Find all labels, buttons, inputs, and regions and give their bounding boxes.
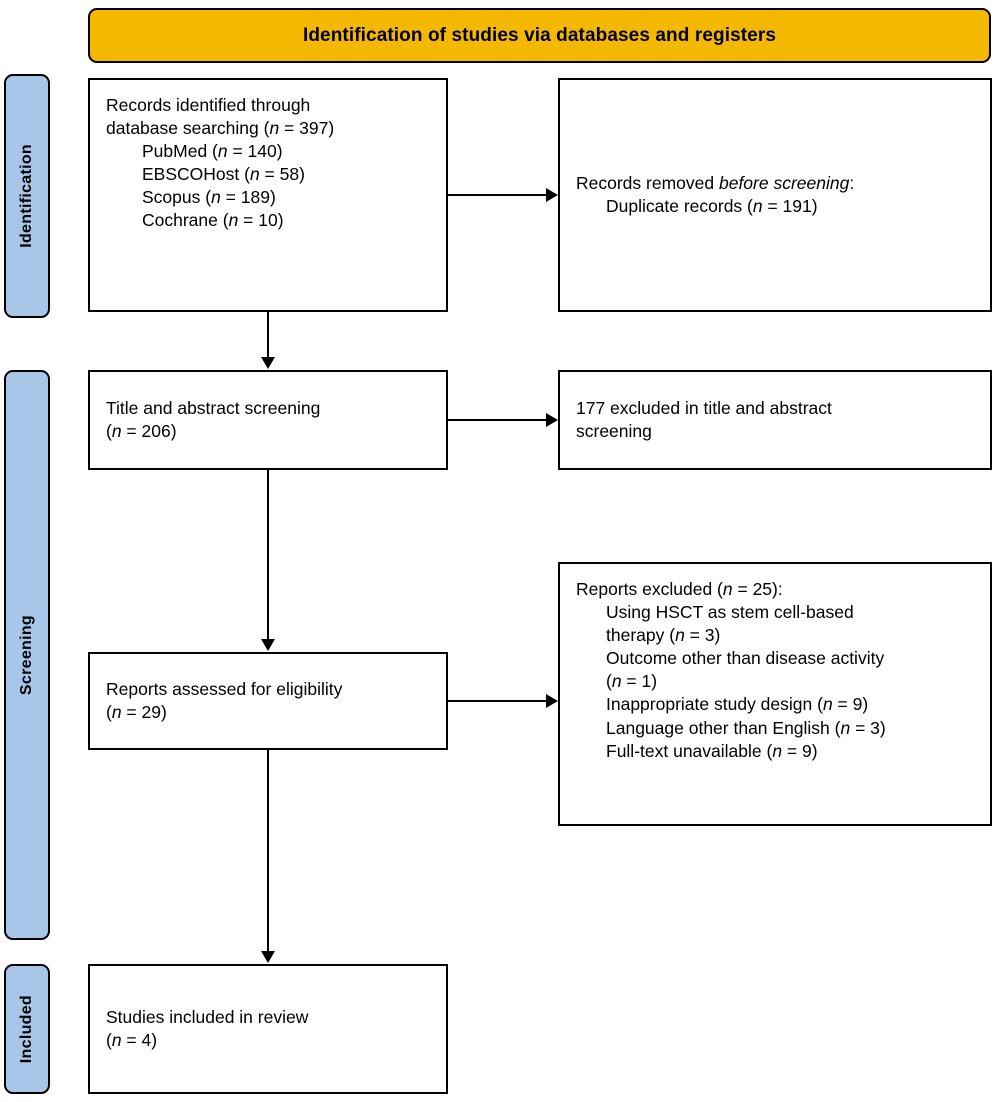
stage-label-identification-text: Identification — [18, 144, 35, 248]
arrowhead-eligibility-to-included — [261, 951, 275, 963]
records-removed-line1-post: : — [849, 172, 855, 193]
n-italic: n — [840, 717, 851, 738]
reason-fulltext-n: = 9) — [782, 740, 818, 761]
before-screening-italic: before screening — [718, 172, 850, 193]
reason-design-text: Inappropriate study design ( — [606, 694, 823, 715]
reason-outcome-line1: Outcome other than disease activity — [606, 648, 885, 669]
records-removed-line1 — [576, 172, 974, 195]
n-italic: n — [772, 740, 783, 761]
reason-fulltext — [576, 740, 974, 763]
records-removed-line2-post: = 191) — [762, 196, 818, 216]
reason-hsct-line2 — [576, 624, 974, 647]
screening-line2-post: = 206) — [121, 421, 177, 441]
arrowhead-eligibility-to-reports-excluded — [546, 694, 558, 708]
arrowhead-screening-to-excluded — [546, 413, 558, 427]
source-pubmed — [106, 140, 430, 163]
eligibility-line2 — [106, 701, 430, 724]
box-reports-assessed — [88, 652, 448, 750]
n-italic: n — [217, 141, 228, 162]
source-scopus-n: = 189) — [220, 187, 276, 208]
stage-label-included — [4, 964, 50, 1094]
box-title-abstract-screening — [88, 370, 448, 470]
records-identified-line2 — [106, 117, 430, 140]
reason-outcome-line2 — [576, 670, 974, 693]
eligibility-line1: Reports assessed for eligibility — [106, 678, 343, 699]
records-identified-line2-pre: database searching ( — [106, 118, 270, 139]
box-studies-included — [88, 964, 448, 1094]
excluded-screening-line2: screening — [576, 421, 652, 441]
connector-eligibility-to-reports-excluded — [448, 700, 546, 702]
reason-design-n: = 9) — [832, 694, 869, 715]
stage-label-identification — [4, 74, 50, 318]
screening-line2 — [106, 420, 430, 443]
n-italic: n — [722, 579, 733, 599]
reason-hsct-line2-pre: therapy ( — [606, 625, 676, 646]
records-removed-line2-pre: Duplicate records ( — [606, 196, 753, 216]
source-pubmed-n: = 140) — [227, 141, 283, 162]
connector-identified-to-screening — [267, 312, 269, 358]
connector-screening-to-eligibility — [267, 470, 269, 640]
screening-line2-pre: ( — [106, 421, 112, 441]
source-scopus-name: Scopus ( — [142, 187, 212, 208]
reason-language-n: = 3) — [850, 717, 886, 738]
source-scopus — [106, 186, 430, 209]
excluded-screening-line1: 177 excluded in title and abstract — [576, 397, 832, 418]
stage-label-included-text: Included — [18, 994, 35, 1064]
source-ebscohost-name: EBSCOHost ( — [142, 164, 250, 185]
stage-label-screening-text: Screening — [18, 614, 35, 696]
records-removed-line1-pre: Records removed — [576, 172, 719, 193]
stage-label-screening — [4, 370, 50, 940]
n-italic: n — [111, 421, 122, 441]
included-line1: Studies included in review — [106, 1006, 309, 1027]
box-records-removed — [558, 78, 992, 312]
diagram-banner-title — [88, 8, 991, 63]
source-ebscohost-n: = 58) — [259, 164, 305, 185]
n-italic: n — [228, 210, 239, 231]
n-italic: n — [752, 196, 763, 216]
records-identified-line1: Records identified through — [106, 95, 311, 115]
reason-hsct-n: = 3) — [684, 625, 721, 646]
records-removed-line2 — [576, 195, 974, 218]
reason-outcome-line2-pre: ( — [606, 671, 612, 692]
reports-excluded-heading-post: = 25): — [732, 579, 783, 599]
box-records-identified — [88, 78, 448, 312]
reason-outcome-n: = 1) — [621, 671, 658, 692]
box-reports-excluded — [558, 562, 992, 826]
n-italic: n — [822, 694, 833, 715]
reports-excluded-heading-pre: Reports excluded ( — [576, 579, 723, 599]
included-line2-post: = 4) — [121, 1030, 158, 1050]
reason-language-text: Language other than English ( — [606, 717, 841, 738]
connector-eligibility-to-included — [267, 750, 269, 952]
arrowhead-identified-to-screening — [261, 357, 275, 369]
screening-line1: Title and abstract screening — [106, 397, 321, 418]
connector-identified-to-removed — [448, 194, 546, 196]
records-identified-line2-end: = 397) — [279, 118, 335, 139]
source-ebscohost — [106, 163, 430, 186]
n-italic: n — [611, 671, 622, 692]
included-line2 — [106, 1029, 430, 1052]
n-italic: n — [249, 164, 260, 185]
n-italic: n — [111, 1030, 122, 1050]
eligibility-line2-post: = 29) — [121, 702, 167, 722]
n-italic: n — [269, 118, 280, 139]
box-excluded-title-abstract — [558, 370, 992, 470]
banner-label: Identification of studies via databases and registers — [302, 24, 777, 46]
arrowhead-screening-to-eligibility — [261, 639, 275, 651]
connector-screening-to-excluded — [448, 419, 546, 421]
n-italic: n — [675, 625, 685, 646]
eligibility-line2-pre: ( — [106, 702, 112, 722]
source-pubmed-name: PubMed ( — [142, 141, 218, 162]
reason-language — [576, 717, 974, 740]
source-cochrane — [106, 209, 430, 232]
source-cochrane-name: Cochrane ( — [142, 210, 229, 231]
n-italic: n — [211, 187, 221, 208]
reason-fulltext-text: Full-text unavailable ( — [606, 740, 773, 761]
included-line2-pre: ( — [106, 1030, 112, 1050]
arrowhead-identified-to-removed — [546, 188, 558, 202]
reports-excluded-heading — [576, 578, 974, 601]
n-italic: n — [111, 702, 122, 722]
reason-hsct-line1: Using HSCT as stem cell-based — [606, 602, 854, 623]
reason-design — [576, 693, 974, 716]
source-cochrane-n: = 10) — [238, 210, 284, 231]
